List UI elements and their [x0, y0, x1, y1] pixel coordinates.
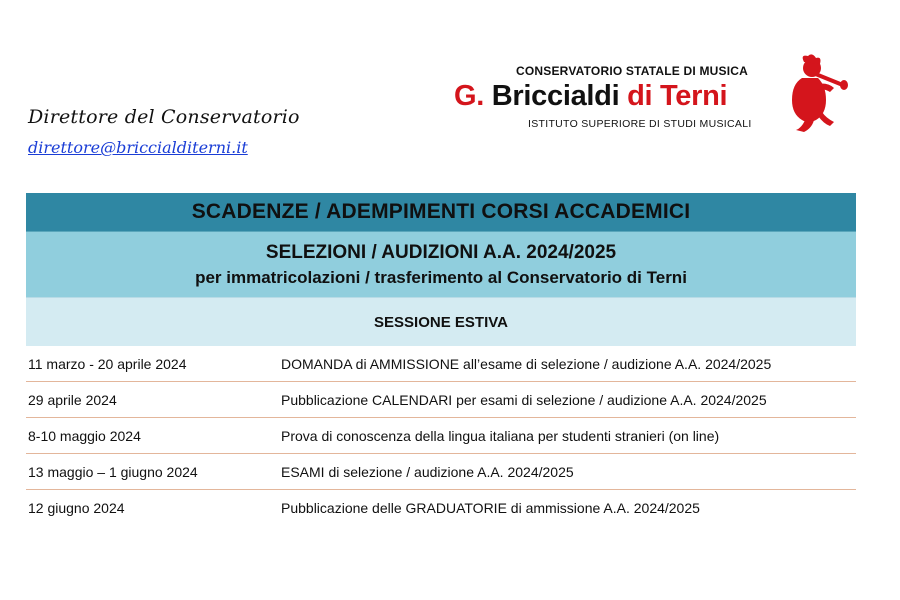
conservatory-logo [452, 58, 852, 138]
logo-sub-line: ISTITUTO SUPERIORE DI STUDI MUSICALI [528, 118, 752, 130]
row-date: 29 aprile 2024 [28, 391, 117, 408]
row-description: Pubblicazione delle GRADUATORIE di ammissione A.A. 2024/2025 [281, 499, 700, 516]
row-date: 8-10 maggio 2024 [28, 427, 141, 444]
table-subtitle [26, 231, 856, 297]
row-description: ESAMI di selezione / audizione A.A. 2024/2025 [281, 463, 574, 480]
table-row [26, 382, 856, 418]
row-description: Pubblicazione CALENDARI per esami di selezione / audizione A.A. 2024/2025 [281, 391, 767, 408]
table-subtitle-line1: SELEZIONI / AUDIZIONI A.A. 2024/2025 [265, 241, 617, 263]
flute-player-emblem-icon [782, 54, 848, 132]
table-subtitle-line2: per immatricolazioni / trasferimento al Conservatorio di Terni [195, 267, 687, 287]
row-description: DOMANDA di AMMISSIONE all’esame di selezione / audizione A.A. 2024/2025 [281, 355, 772, 372]
logo-top-line: CONSERVATORIO STATALE DI MUSICA [516, 64, 748, 78]
logo-name-red: di Terni [627, 80, 728, 112]
row-date: 12 giugno 2024 [28, 499, 125, 516]
deadlines-table [26, 193, 856, 525]
row-date: 13 maggio – 1 giugno 2024 [28, 463, 198, 480]
director-email-link[interactable]: direttore@briccialditerni.it [28, 138, 248, 157]
row-date: 11 marzo - 20 aprile 2024 [28, 355, 187, 372]
table-row [26, 346, 856, 382]
logo-name-initial: G. [454, 80, 485, 112]
director-title: Direttore del Conservatorio [28, 106, 300, 128]
logo-name [454, 80, 727, 113]
director-block [28, 106, 300, 158]
session-header: SESSIONE ESTIVA [26, 297, 856, 346]
row-description: Prova di conoscenza della lingua italiana per studenti stranieri (on line) [281, 427, 720, 444]
table-row [26, 418, 856, 454]
table-title: SCADENZE / ADEMPIMENTI CORSI ACCADEMICI [26, 193, 856, 231]
table-row [26, 490, 856, 525]
logo-name-black: Briccialdi [484, 80, 620, 112]
table-row [26, 454, 856, 490]
